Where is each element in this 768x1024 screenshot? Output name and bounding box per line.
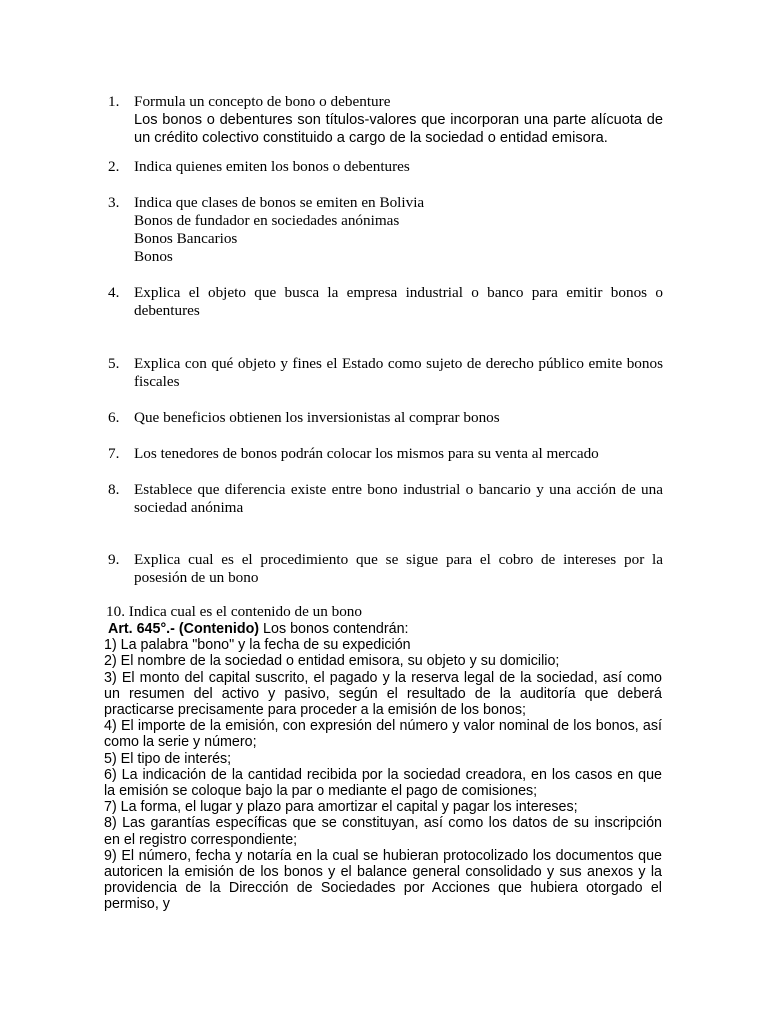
question-7	[108, 445, 663, 463]
question-text: Formula un concepto de bono o debenture	[134, 93, 391, 110]
question-3	[108, 194, 663, 266]
question-number: 9.	[108, 551, 120, 568]
article-heading: Art. 645°.- (Contenido)	[108, 621, 260, 637]
question-text: Indica cual es el contenido de un bono	[128, 603, 362, 620]
article-645	[104, 621, 662, 913]
question-text: Que beneficios obtienen los inversionistas al comprar bonos	[134, 409, 500, 426]
question-10	[106, 603, 362, 621]
article-heading-line	[104, 621, 662, 637]
article-intro: Los bonos contendrán:	[259, 621, 409, 637]
answer-line: Bonos de fundador en sociedades anónimas	[134, 212, 400, 229]
question-6	[108, 409, 663, 427]
article-item-1: 1) La palabra "bono" y la fecha de su expedición	[104, 637, 411, 654]
article-item-6: 6) La indicación de la cantidad recibida por la sociedad creadora, en los casos en que la emisión se coloque bajo la par o mediante el pago de comisiones;	[104, 766, 662, 800]
question-text: Indica quienes emiten los bonos o debentures	[134, 158, 410, 175]
article-item-4: 4) El importe de la emisión, con expresión del número y valor nominal de los bonos, así como la serie y número;	[104, 718, 662, 751]
question-number: 4.	[108, 284, 120, 301]
article-item-9: 9) El número, fecha y notaría en la cual se hubieran protocolizado los documentos que autoricen la emisión de los bonos y el balance general consolidado y sus anexos y la providencia de la Dirección de Sociedades por Acciones que hubiera otorgado el permiso, y	[104, 847, 662, 913]
question-number: 8.	[108, 481, 120, 498]
answer-line: Bonos	[134, 248, 173, 265]
answer-text: Los bonos o debentures son títulos-valores que incorporan una parte alícuota de un crédito colectivo constituido a cargo de la sociedad o entidad emisora.	[134, 112, 663, 146]
question-number: 5.	[108, 355, 120, 372]
question-number: 2.	[108, 158, 120, 175]
question-4	[108, 284, 663, 320]
question-1	[108, 93, 663, 147]
article-item-5: 5) El tipo de interés;	[104, 750, 232, 767]
question-text: Explica con qué objeto y fines el Estado como sujeto de derecho público emite bonos fiscales	[134, 355, 663, 390]
question-number: 6.	[108, 409, 120, 426]
question-2	[108, 158, 663, 176]
question-number: 1.	[108, 93, 120, 110]
question-5	[108, 355, 663, 391]
question-8	[108, 481, 663, 517]
article-item-8: 8) Las garantías específicas que se constituyan, así como los datos de su inscripción en el registro correspondiente;	[104, 815, 662, 848]
question-number: 10.	[106, 603, 125, 620]
question-9	[108, 551, 663, 587]
answer-list	[134, 212, 663, 266]
question-text: Explica cual es el procedimiento que se sigue para el cobro de intereses por la posesión de un bono	[134, 551, 663, 586]
article-item-3: 3) El monto del capital suscrito, el pagado y la reserva legal de la sociedad, así como un resumen del activo y pasivo, según el resultado de la auditoría que deberá practicarse precisamente para proceder a la emisión de los bonos;	[104, 669, 662, 719]
question-number: 7.	[108, 445, 120, 462]
answer-line: Bonos Bancarios	[134, 230, 238, 247]
question-text: Los tenedores de bonos podrán colocar los mismos para su venta al mercado	[134, 445, 599, 462]
question-number: 3.	[108, 194, 120, 211]
question-text: Indica que clases de bonos se emiten en Bolivia	[134, 194, 425, 211]
question-text: Establece que diferencia existe entre bono industrial o bancario y una acción de una sociedad anónima	[134, 481, 663, 516]
article-item-7: 7) La forma, el lugar y plazo para amortizar el capital y pagar los intereses;	[104, 799, 578, 816]
article-item-2: 2) El nombre de la sociedad o entidad emisora, su objeto y su domicilio;	[104, 653, 560, 670]
question-text: Explica el objeto que busca la empresa industrial o banco para emitir bonos o debentures	[134, 284, 663, 319]
